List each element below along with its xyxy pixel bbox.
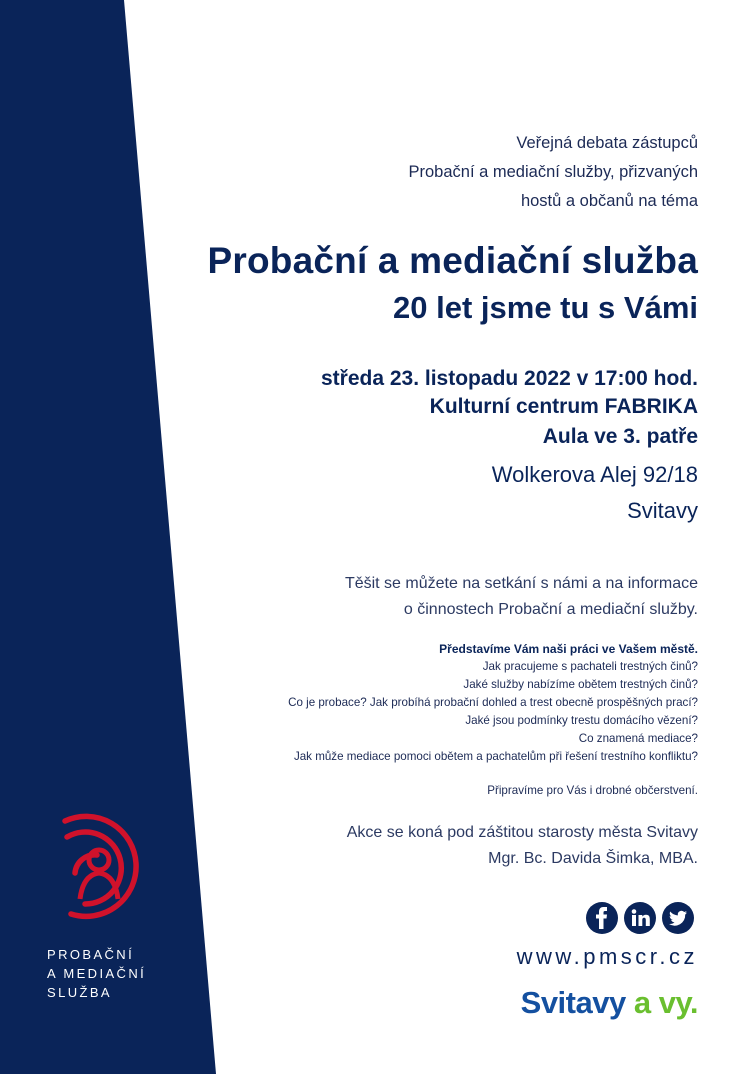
page-subtitle: 20 let jsme tu s Vámi [393, 290, 698, 325]
brand-part-tagline: a vy. [633, 985, 698, 1020]
facebook-icon[interactable] [586, 902, 618, 934]
refreshments-note: Připravíme pro Vás i drobné občerstvení. [487, 784, 698, 797]
social-links [586, 902, 694, 934]
linkedin-icon[interactable] [624, 902, 656, 934]
event-date: středa 23. listopadu 2022 v 17:00 hod. [321, 367, 698, 390]
topic-item: Co znamená mediace? [578, 732, 698, 745]
topic-item: Co je probace? Jak probíhá probační dohled a trest obecně prospěšných prací? [288, 696, 698, 709]
intro-line: hostů a občanů na téma [520, 192, 698, 210]
twitter-icon[interactable] [662, 902, 694, 934]
topics-lead: Představíme Vám naši práci ve Vašem městě. [439, 642, 698, 656]
invite-line: Těšit se můžete na setkání s námi a na informace [344, 575, 698, 592]
pms-logo-icon [47, 803, 155, 927]
topic-item: Jak pracujeme s pachateli trestných činů? [482, 660, 698, 673]
logo-wordmark [47, 945, 146, 1002]
logo-line: SLUŽBA [47, 985, 112, 1000]
event-hall: Aula ve 3. patře [542, 425, 698, 448]
patronage-text [347, 820, 698, 872]
invite-text [345, 571, 698, 623]
intro-line: Probační a mediační služby, přizvaných [408, 163, 698, 181]
page-title: Probační a mediační služba [207, 240, 698, 281]
logo-line: PROBAČNÍ [47, 947, 135, 962]
event-street: Wolkerova Alej 92/18 [491, 462, 698, 487]
patronage-line: Mgr. Bc. Davida Šimka, MBA. [488, 850, 698, 867]
brand-part-city: Svitavy [520, 985, 626, 1020]
svitavy-brand-logo [521, 985, 698, 1021]
intro-line: Veřejná debata zástupců [516, 134, 698, 152]
event-address [492, 457, 698, 529]
invite-line: o činnostech Probační a mediační služby. [403, 601, 698, 618]
event-venue: Kulturní centrum FABRIKA [429, 395, 698, 418]
patronage-line: Akce se koná pod záštitou starosty města Svitavy [346, 824, 698, 841]
topic-item: Jak může mediace pomoci obětem a pachatelům při řešení trestního konfliktu? [293, 750, 698, 763]
website-link[interactable]: www.pmscr.cz [516, 944, 698, 969]
intro-text [409, 129, 699, 216]
topics-list [288, 640, 698, 766]
event-city: Svitavy [627, 498, 698, 523]
event-when [321, 365, 698, 421]
topic-item: Jaké služby nabízíme obětem trestných činů? [463, 678, 698, 691]
logo-line: A MEDIAČNÍ [47, 966, 147, 981]
topic-item: Jaké jsou podmínky trestu domácího vězení? [465, 714, 698, 727]
